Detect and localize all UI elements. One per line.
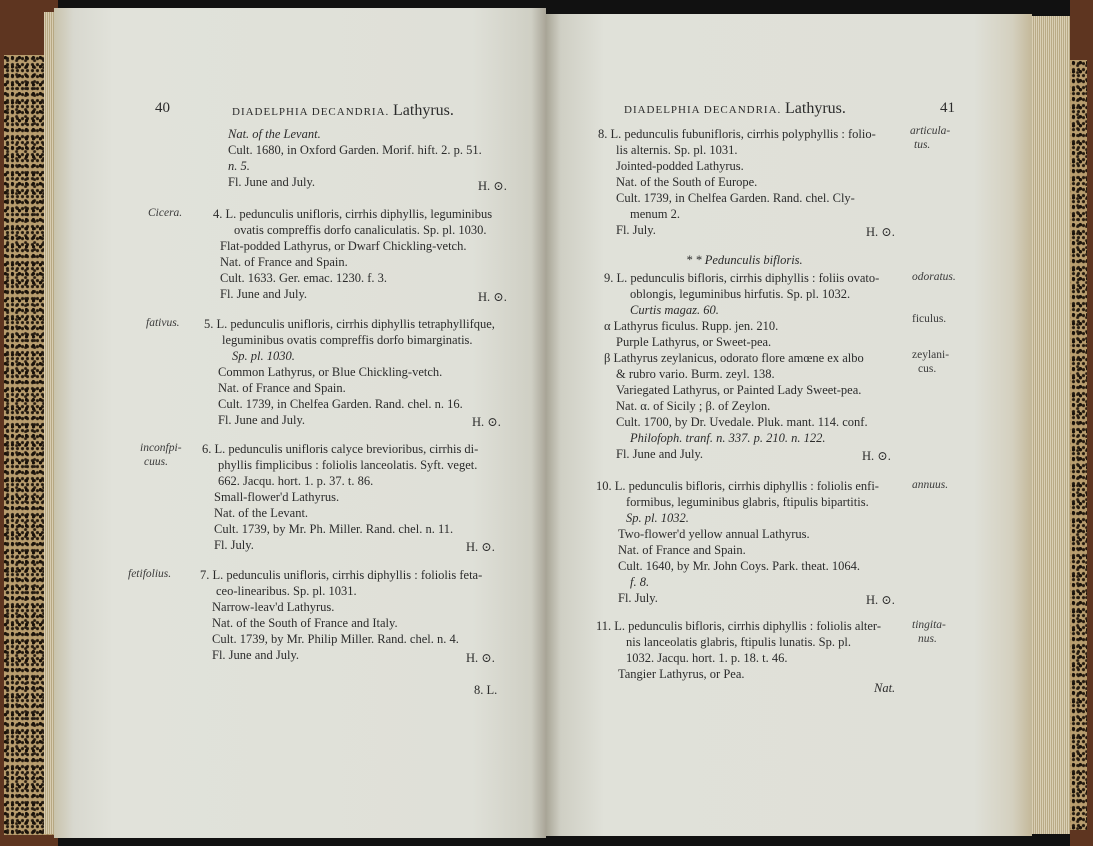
text-line: α Lathyrus ficulus. Rupp. jen. 210.	[604, 319, 779, 333]
text-line: 6. L. pedunculis unifloris calyce brevioribus, cirrhis di-	[202, 442, 479, 456]
text-line: Nat. of the Levant.	[228, 127, 321, 141]
text-line: formibus, leguminibus glabris, ftipulis bipartitis.	[626, 495, 869, 509]
text-line: Fl. June and July.	[218, 413, 306, 427]
text-line: menum 2.	[630, 207, 680, 221]
left-header-small: DIADELPHIA DECANDRIA.	[232, 106, 390, 118]
text-line: nis lanceolatis glabris, ftipulis lunatis. Sp. pl.	[626, 635, 851, 649]
text-line: Variegated Lathyrus, or Painted Lady Sweet-pea.	[616, 383, 862, 397]
text-line: ovatis compreffis dorfo canaliculatis. Sp. pl. 1030.	[234, 223, 487, 237]
right-page-stack	[1030, 16, 1070, 834]
text-line: Nat. of France and Spain.	[220, 255, 348, 269]
text-line: Fl. June and July.	[220, 287, 308, 301]
text-line: n. 5.	[228, 159, 250, 173]
text-line: Two-flower'd yellow annual Lathyrus.	[618, 527, 810, 541]
text-line: Curtis magaz. 60.	[630, 303, 719, 317]
margin-species-name: articula-	[910, 125, 951, 137]
text-line: Fl. June and July.	[212, 648, 300, 662]
hardiness-mark: H. ⊙.	[466, 540, 495, 554]
text-line: 5. L. pedunculis unifloris, cirrhis diphyllis tetraphyllifque,	[204, 317, 495, 331]
text-line: Small-flower'd Lathyrus.	[214, 490, 340, 504]
text-line: 7. L. pedunculis unifloris, cirrhis diphyllis : foliolis feta-	[200, 568, 483, 582]
margin-species-name: fetifolius.	[128, 568, 172, 580]
margin-species-name: ficulus.	[912, 313, 947, 325]
text-line: Cult. 1739, by Mr. Ph. Miller. Rand. chel. n. 11.	[214, 522, 454, 536]
text-line: f. 8.	[630, 575, 650, 589]
text-line: Common Lathyrus, or Blue Chickling-vetch.	[218, 365, 443, 379]
text-line: Fl. June and July.	[616, 447, 704, 461]
margin-species-name: inconfpi-	[140, 442, 182, 454]
text-line: Sp. pl. 1030.	[232, 349, 295, 363]
margin-species-name: cuus.	[144, 456, 168, 468]
margin-species-name: odoratus.	[912, 271, 956, 283]
text-line: Fl. June and July.	[228, 175, 316, 189]
text-line: Fl. July.	[616, 223, 656, 237]
text-line: leguminibus ovatis compreffis dorfo bimarginatis.	[222, 333, 473, 347]
text-line: 9. L. pedunculis bifloris, cirrhis diphyllis : foliis ovato-	[604, 271, 880, 285]
left-header-genus: Lathyrus.	[393, 102, 454, 119]
text-line: Fl. July.	[618, 591, 658, 605]
margin-species-name: zeylani-	[912, 349, 950, 361]
text-line: & rubro vario. Burm. zeyl. 138.	[616, 367, 775, 381]
hardiness-mark: H. ⊙.	[472, 415, 501, 429]
text-line: β Lathyrus zeylanicus, odorato flore amœne ex albo	[604, 351, 864, 365]
text-line: Fl. July.	[214, 538, 254, 552]
hardiness-mark: H. ⊙.	[466, 651, 495, 665]
text-line: Nat. of the South of France and Italy.	[212, 616, 398, 630]
right-running-head	[624, 100, 846, 118]
margin-species-name: annuus.	[912, 479, 949, 491]
left-running-head	[232, 102, 454, 120]
text-line: 4. L. pedunculis unifloris, cirrhis diphyllis, leguminibus	[213, 207, 493, 221]
text-line: ceo-linearibus. Sp. pl. 1031.	[216, 584, 357, 598]
right-header-genus: Lathyrus.	[785, 100, 846, 117]
text-line: Narrow-leav'd Lathyrus.	[212, 600, 335, 614]
text-line: Cult. 1739, in Chelfea Garden. Rand. chel. Cly-	[616, 191, 855, 205]
margin-species-name: tingita-	[912, 619, 946, 631]
margin-species-name: Cicera.	[148, 207, 183, 219]
right-header-small: DIADELPHIA DECANDRIA.	[624, 104, 782, 116]
margin-species-name: tus.	[914, 139, 931, 151]
margin-species-name: fativus.	[146, 317, 180, 329]
text-line: 8. L. pedunculis fubunifloris, cirrhis polyphyllis : folio-	[598, 127, 876, 141]
section-heading: * * Pedunculis bifloris.	[686, 253, 803, 267]
text-line: phyllis fimplicibus : foliolis lanceolatis. Syft. veget.	[218, 458, 478, 472]
text-line: Jointed-podded Lathyrus.	[616, 159, 744, 173]
left-page-number: 40	[155, 100, 170, 116]
hardiness-mark: H. ⊙.	[862, 449, 891, 463]
margin-species-name: nus.	[918, 633, 937, 645]
text-line: Nat. of France and Spain.	[618, 543, 746, 557]
text-line: 1032. Jacqu. hort. 1. p. 18. t. 46.	[626, 651, 788, 665]
text-line: Nat. α. of Sicily ; β. of Zeylon.	[616, 399, 771, 413]
text-line: Nat. of the South of Europe.	[616, 175, 758, 189]
right-page-number: 41	[940, 100, 955, 116]
text-line: Philofoph. tranf. n. 337. p. 210. n. 122.	[630, 431, 826, 445]
catchword: 8. L.	[474, 683, 498, 697]
text-line: Cult. 1633. Ger. emac. 1230. f. 3.	[220, 271, 387, 285]
text-line: 10. L. pedunculis bifloris, cirrhis diphyllis : foliolis enfi-	[596, 479, 879, 493]
text-line: Nat. of France and Spain.	[218, 381, 346, 395]
hardiness-mark: H. ⊙.	[478, 179, 507, 193]
text-line: 662. Jacqu. hort. 1. p. 37. t. 86.	[218, 474, 374, 488]
text-line: Tangier Lathyrus, or Pea.	[618, 667, 745, 681]
text-line: Nat. of the Levant.	[214, 506, 309, 520]
text-line: oblongis, leguminibus hirfutis. Sp. pl. 1032.	[630, 287, 851, 301]
catchword: Nat.	[874, 681, 896, 695]
margin-species-name: cus.	[918, 363, 937, 375]
text-line: Cult. 1739, by Mr. Philip Miller. Rand. chel. n. 4.	[212, 632, 459, 646]
hardiness-mark: H. ⊙.	[478, 290, 507, 304]
text-line: Purple Lathyrus, or Sweet-pea.	[616, 335, 772, 349]
text-line: 11. L. pedunculis bifloris, cirrhis diphyllis : foliolis alter-	[596, 619, 882, 633]
hardiness-mark: H. ⊙.	[866, 593, 895, 607]
text-line: Cult. 1700, by Dr. Uvedale. Pluk. mant. 114. conf.	[616, 415, 868, 429]
hardiness-mark: H. ⊙.	[866, 225, 895, 239]
text-line: Cult. 1739, in Chelfea Garden. Rand. chel. n. 16.	[218, 397, 463, 411]
text-line: Flat-podded Lathyrus, or Dwarf Chickling-vetch.	[220, 239, 467, 253]
text-line: Sp. pl. 1032.	[626, 511, 689, 525]
text-line: lis alternis. Sp. pl. 1031.	[616, 143, 738, 157]
text-line: Cult. 1640, by Mr. John Coys. Park. theat. 1064.	[618, 559, 861, 573]
text-line: Cult. 1680, in Oxford Garden. Morif. hift. 2. p. 51.	[228, 143, 482, 157]
